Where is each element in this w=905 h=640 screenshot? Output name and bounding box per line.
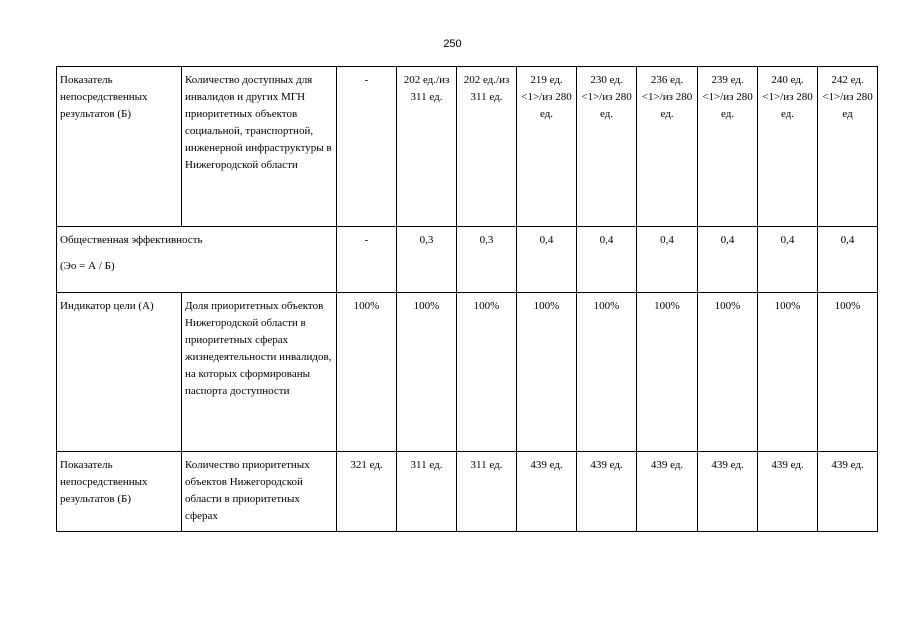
value-cell: 321 ед.: [337, 452, 397, 532]
row-merged-label: [57, 227, 337, 293]
value-cell: 100%: [637, 293, 698, 452]
value-cell: 202 ед./из 311 ед.: [457, 67, 517, 227]
value-cell: 100%: [818, 293, 878, 452]
value-cell: 0,4: [577, 227, 637, 293]
value-cell: 439 ед.: [758, 452, 818, 532]
value-cell: 100%: [698, 293, 758, 452]
row-label: Показатель непосредственных результатов (Б): [57, 452, 182, 532]
indicators-table: [56, 66, 878, 532]
value-cell: 236 ед. <1>/из 280 ед.: [637, 67, 698, 227]
page-number: 250: [443, 38, 462, 50]
table-row: [57, 67, 878, 227]
row-label: Показатель непосредственных результатов (Б): [57, 67, 182, 227]
value-cell: 0,4: [637, 227, 698, 293]
value-cell: 311 ед.: [397, 452, 457, 532]
value-cell: 0,4: [698, 227, 758, 293]
value-cell: 439 ед.: [517, 452, 577, 532]
value-cell: 439 ед.: [818, 452, 878, 532]
table-row: [57, 452, 878, 532]
row-label: Общественная эффективность: [60, 234, 203, 246]
value-cell: 0,4: [818, 227, 878, 293]
value-cell: 100%: [457, 293, 517, 452]
value-cell: 439 ед.: [577, 452, 637, 532]
value-cell: 239 ед. <1>/из 280 ед.: [698, 67, 758, 227]
value-cell: 0,3: [397, 227, 457, 293]
value-cell: 439 ед.: [637, 452, 698, 532]
value-cell: 202 ед./из 311 ед.: [397, 67, 457, 227]
row-description: Количество доступных для инвалидов и других МГН приоритетных объектов социальной, транспортной, инженерной инфраструктуры в Нижегородской области: [182, 67, 337, 227]
value-cell: 242 ед. <1>/из 280 ед: [818, 67, 878, 227]
value-cell: 0,3: [457, 227, 517, 293]
row-description: Доля приоритетных объектов Нижегородской области в приоритетных сферах жизнедеятельности инвалидов, на которых сформированы паспорта доступности: [182, 293, 337, 452]
row-label: Индикатор цели (А): [57, 293, 182, 452]
value-cell: 230 ед. <1>/из 280 ед.: [577, 67, 637, 227]
value-cell: -: [337, 67, 397, 227]
row-formula: (Эо = А / Б): [60, 260, 115, 272]
value-cell: 439 ед.: [698, 452, 758, 532]
table-row: [57, 293, 878, 452]
value-cell: 311 ед.: [457, 452, 517, 532]
value-cell: 100%: [337, 293, 397, 452]
value-cell: 0,4: [758, 227, 818, 293]
value-cell: 219 ед. <1>/из 280 ед.: [517, 67, 577, 227]
value-cell: 240 ед. <1>/из 280 ед.: [758, 67, 818, 227]
row-description: Количество приоритетных объектов Нижегородской области в приоритетных сферах: [182, 452, 337, 532]
value-cell: 100%: [758, 293, 818, 452]
value-cell: 0,4: [517, 227, 577, 293]
value-cell: -: [337, 227, 397, 293]
value-cell: 100%: [577, 293, 637, 452]
table-row: [57, 227, 878, 293]
value-cell: 100%: [397, 293, 457, 452]
value-cell: 100%: [517, 293, 577, 452]
